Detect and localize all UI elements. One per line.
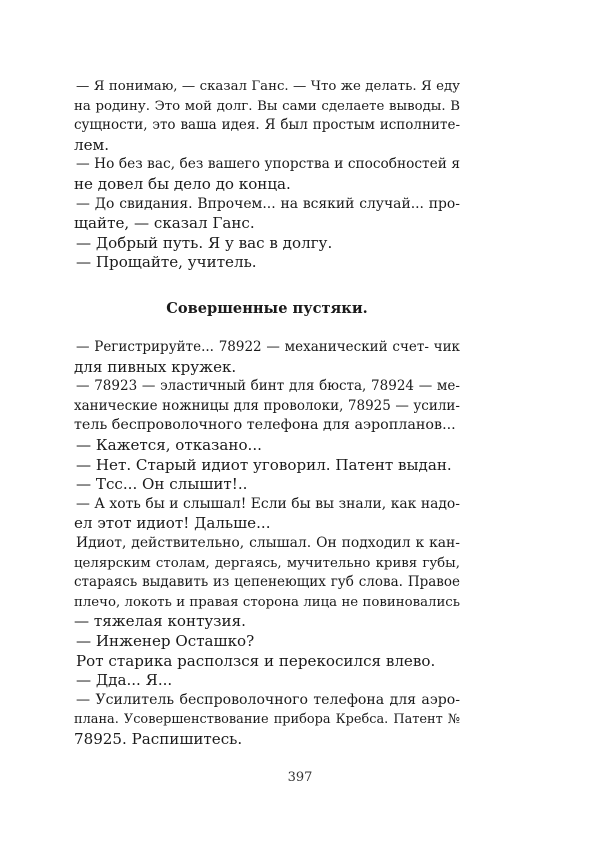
- page-number: 397: [287, 770, 313, 785]
- text-line: целярским столам, дергаясь, мучительно кривя губы,: [74, 555, 460, 571]
- text-line: — 78923 — эластичный бинт для бюста, 78924 — ме-: [76, 378, 460, 395]
- text-line: — Тсс... Он слышит!..: [76, 475, 248, 494]
- text-block-dialogue: [74, 77, 460, 273]
- text-line: — До свидания. Впрочем... на всякий случай... про-: [76, 195, 460, 212]
- text-line: — Я понимаю, — сказал Ганс. — Что же делать. Я еду: [76, 79, 460, 94]
- text-line: — Прощайте, учитель.: [76, 253, 257, 272]
- text-line: сущности, это ваша идея. Я был простым исполните-: [74, 117, 460, 134]
- text-line: — Но без вас, без вашего упорства и способностей я: [76, 156, 460, 173]
- text-line: — Кажется, отказано...: [76, 435, 262, 454]
- text-line: стараясь выдавить из цепенеющих губ слова. Правое: [74, 574, 460, 591]
- text-line: тель беспроволочного телефона для аэропланов...: [74, 417, 456, 434]
- text-line: щайте, — сказал Ганс.: [74, 214, 255, 233]
- text-line: — тяжелая контузия.: [74, 612, 246, 631]
- text-block-section: [74, 338, 460, 749]
- text-line: — А хоть бы и слышал! Если бы вы знали, как надо-: [76, 495, 460, 512]
- text-line: — Нет. Старый идиот уговорил. Патент выдан.: [76, 455, 452, 474]
- text-line: — Инженер Осташко?: [76, 631, 255, 650]
- text-line: для пивных кружек.: [74, 357, 237, 376]
- text-line: ел этот идиот! Дальше...: [74, 514, 271, 533]
- text-line: ханические ножницы для проволоки, 78925 — усили-: [74, 397, 460, 414]
- text-line: плечо, локоть и правая сторона лица не повиновались: [74, 594, 460, 610]
- text-line: — Усилитель беспроволочного телефона для аэро-: [76, 691, 460, 708]
- section-heading: Совершенные пустяки.: [166, 300, 368, 317]
- text-line: 78925. Распишитесь.: [74, 729, 243, 748]
- text-line: лем.: [74, 135, 110, 154]
- text-line: плана. Усовершенствование прибора Кребса. Патент №: [74, 712, 460, 728]
- text-line: Рот старика расползся и перекосился влево.: [76, 651, 436, 670]
- text-line: — Регистрируйте... 78922 — механический счет- чик: [76, 339, 460, 355]
- text-line: — Добрый путь. Я у вас в долгу.: [76, 233, 333, 252]
- text-line: на родину. Это мой долг. Вы сами сделаете выводы. В: [74, 98, 460, 114]
- text-line: не довел бы дело до конца.: [74, 174, 291, 193]
- text-line: Идиот, действительно, слышал. Он подходил к кан-: [76, 534, 460, 551]
- text-line: — Дда... Я...: [76, 671, 173, 690]
